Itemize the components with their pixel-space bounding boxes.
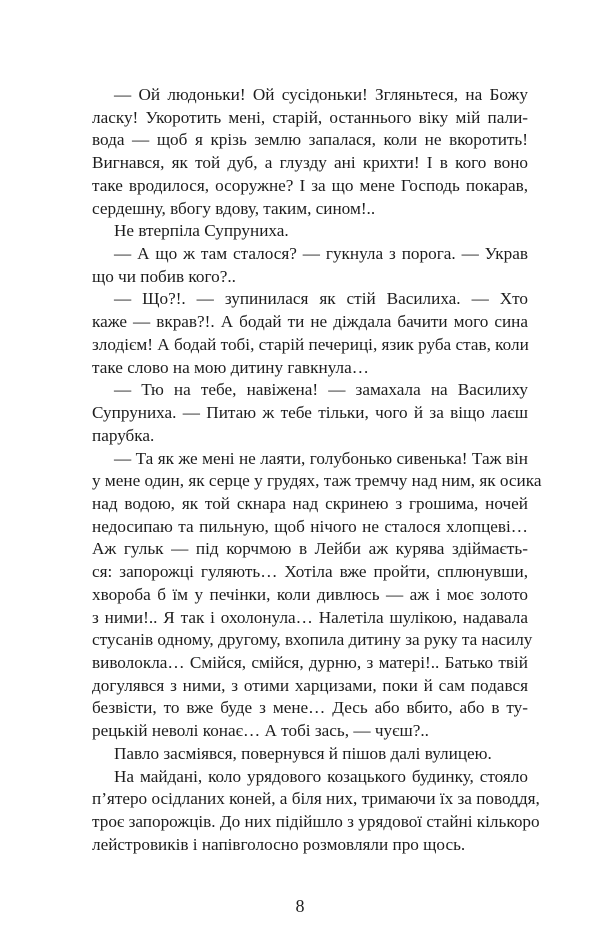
text-line: п’ятеро осідланих коней, а біля них, тримаючи їх за поводдя, <box>92 789 540 809</box>
text-line: безвісти, то вже буде з мене… Десь або вбито, або в ту- <box>92 698 528 718</box>
text-line: рецькій неволі конає… А тобі зась, — чуєш?.. <box>92 721 429 741</box>
text-line: вода — щоб я крізь землю запалася, коли не вкоротить! <box>92 130 528 150</box>
text-line: стусанів одному, другому, вхопила дитину за руку та насилу <box>92 630 533 650</box>
text-line: у мене один, як серце у грудях, таж тремчу над ним, як осика <box>92 471 542 491</box>
text-line: На майдані, коло урядового козацького будинку, стояло <box>114 766 528 786</box>
text-line: Не втерпіла Супруниха. <box>114 221 289 241</box>
text-line: догулявся з ними, з отими харцизами, поки й сам подався <box>92 675 528 695</box>
text-line: парубка. <box>92 425 155 445</box>
text-line: троє запорожців. До них підійшло з урядової стайні кількоро <box>92 812 540 831</box>
text-line: над водою, як той скнара над скринею з грошима, ночей <box>92 493 528 513</box>
text-line: — Що?!. — зупинилася як стій Василиха. — Хто <box>114 289 528 309</box>
text-line: Вигнався, як той дуб, а глузду ані крихти! І в кого воно <box>92 153 528 173</box>
text-line: з ними!.. Я так і охолонула… Налетіла шулікою, надавала <box>92 607 528 627</box>
text-line: таке слово на мою дитину гавкнула… <box>92 357 369 377</box>
text-line: хвороба б їм у печінки, коли дивлюсь — аж і моє золото <box>92 584 528 604</box>
text-line: Аж гульк — під корчмою в Лейби аж курява здіймаєть- <box>92 539 528 559</box>
text-line: недосипаю та пильную, щоб нічого не сталося хлопцеві… <box>92 516 528 536</box>
text-line: — Ой людоньки! Ой сусідоньки! Згляньтеся, на Божу <box>114 85 528 104</box>
text-line: сердешну, вбогу вдову, таким, сином!.. <box>92 198 376 218</box>
text-line: — Та як же мені не лаяти, голубонько сивенька! Таж він <box>114 448 528 468</box>
text-line: ласку! Укоротить мені, старій, останнього віку мій пали- <box>92 107 528 127</box>
body-text <box>92 84 542 856</box>
text-line: таке вродилося, осоружне? І за що мене Господь покарав, <box>92 175 528 195</box>
text-line: — Тю на тебе, навіжена! — замахала на Василиху <box>114 380 528 400</box>
text-line: Павло засміявся, повернувся й пішов далі вулицею. <box>114 743 492 763</box>
text-line: злодієм! А бодай тобі, старій печериці, язик руба став, коли <box>92 334 529 354</box>
text-line: виволокла… Смійся, смійся, дурню, з матері!.. Батько твій <box>92 652 528 672</box>
page-number: 8 <box>295 896 305 916</box>
text-line: ся: запорожці гуляють… Хотіла вже пройти, сплюнувши, <box>92 562 528 582</box>
text-line: що чи побив кого?.. <box>92 266 236 286</box>
text-line: каже — вкрав?!. А бодай ти не діждала бачити мого сина <box>92 312 528 332</box>
text-line: — А що ж там сталося? — гукнула з порога. — Украв <box>114 244 528 264</box>
text-line: Супруниха. — Питаю ж тебе тільки, чого й за віщо лаєш <box>92 403 528 423</box>
text-line: лейстровиків і напівголосно розмовляли про щось. <box>92 834 466 854</box>
